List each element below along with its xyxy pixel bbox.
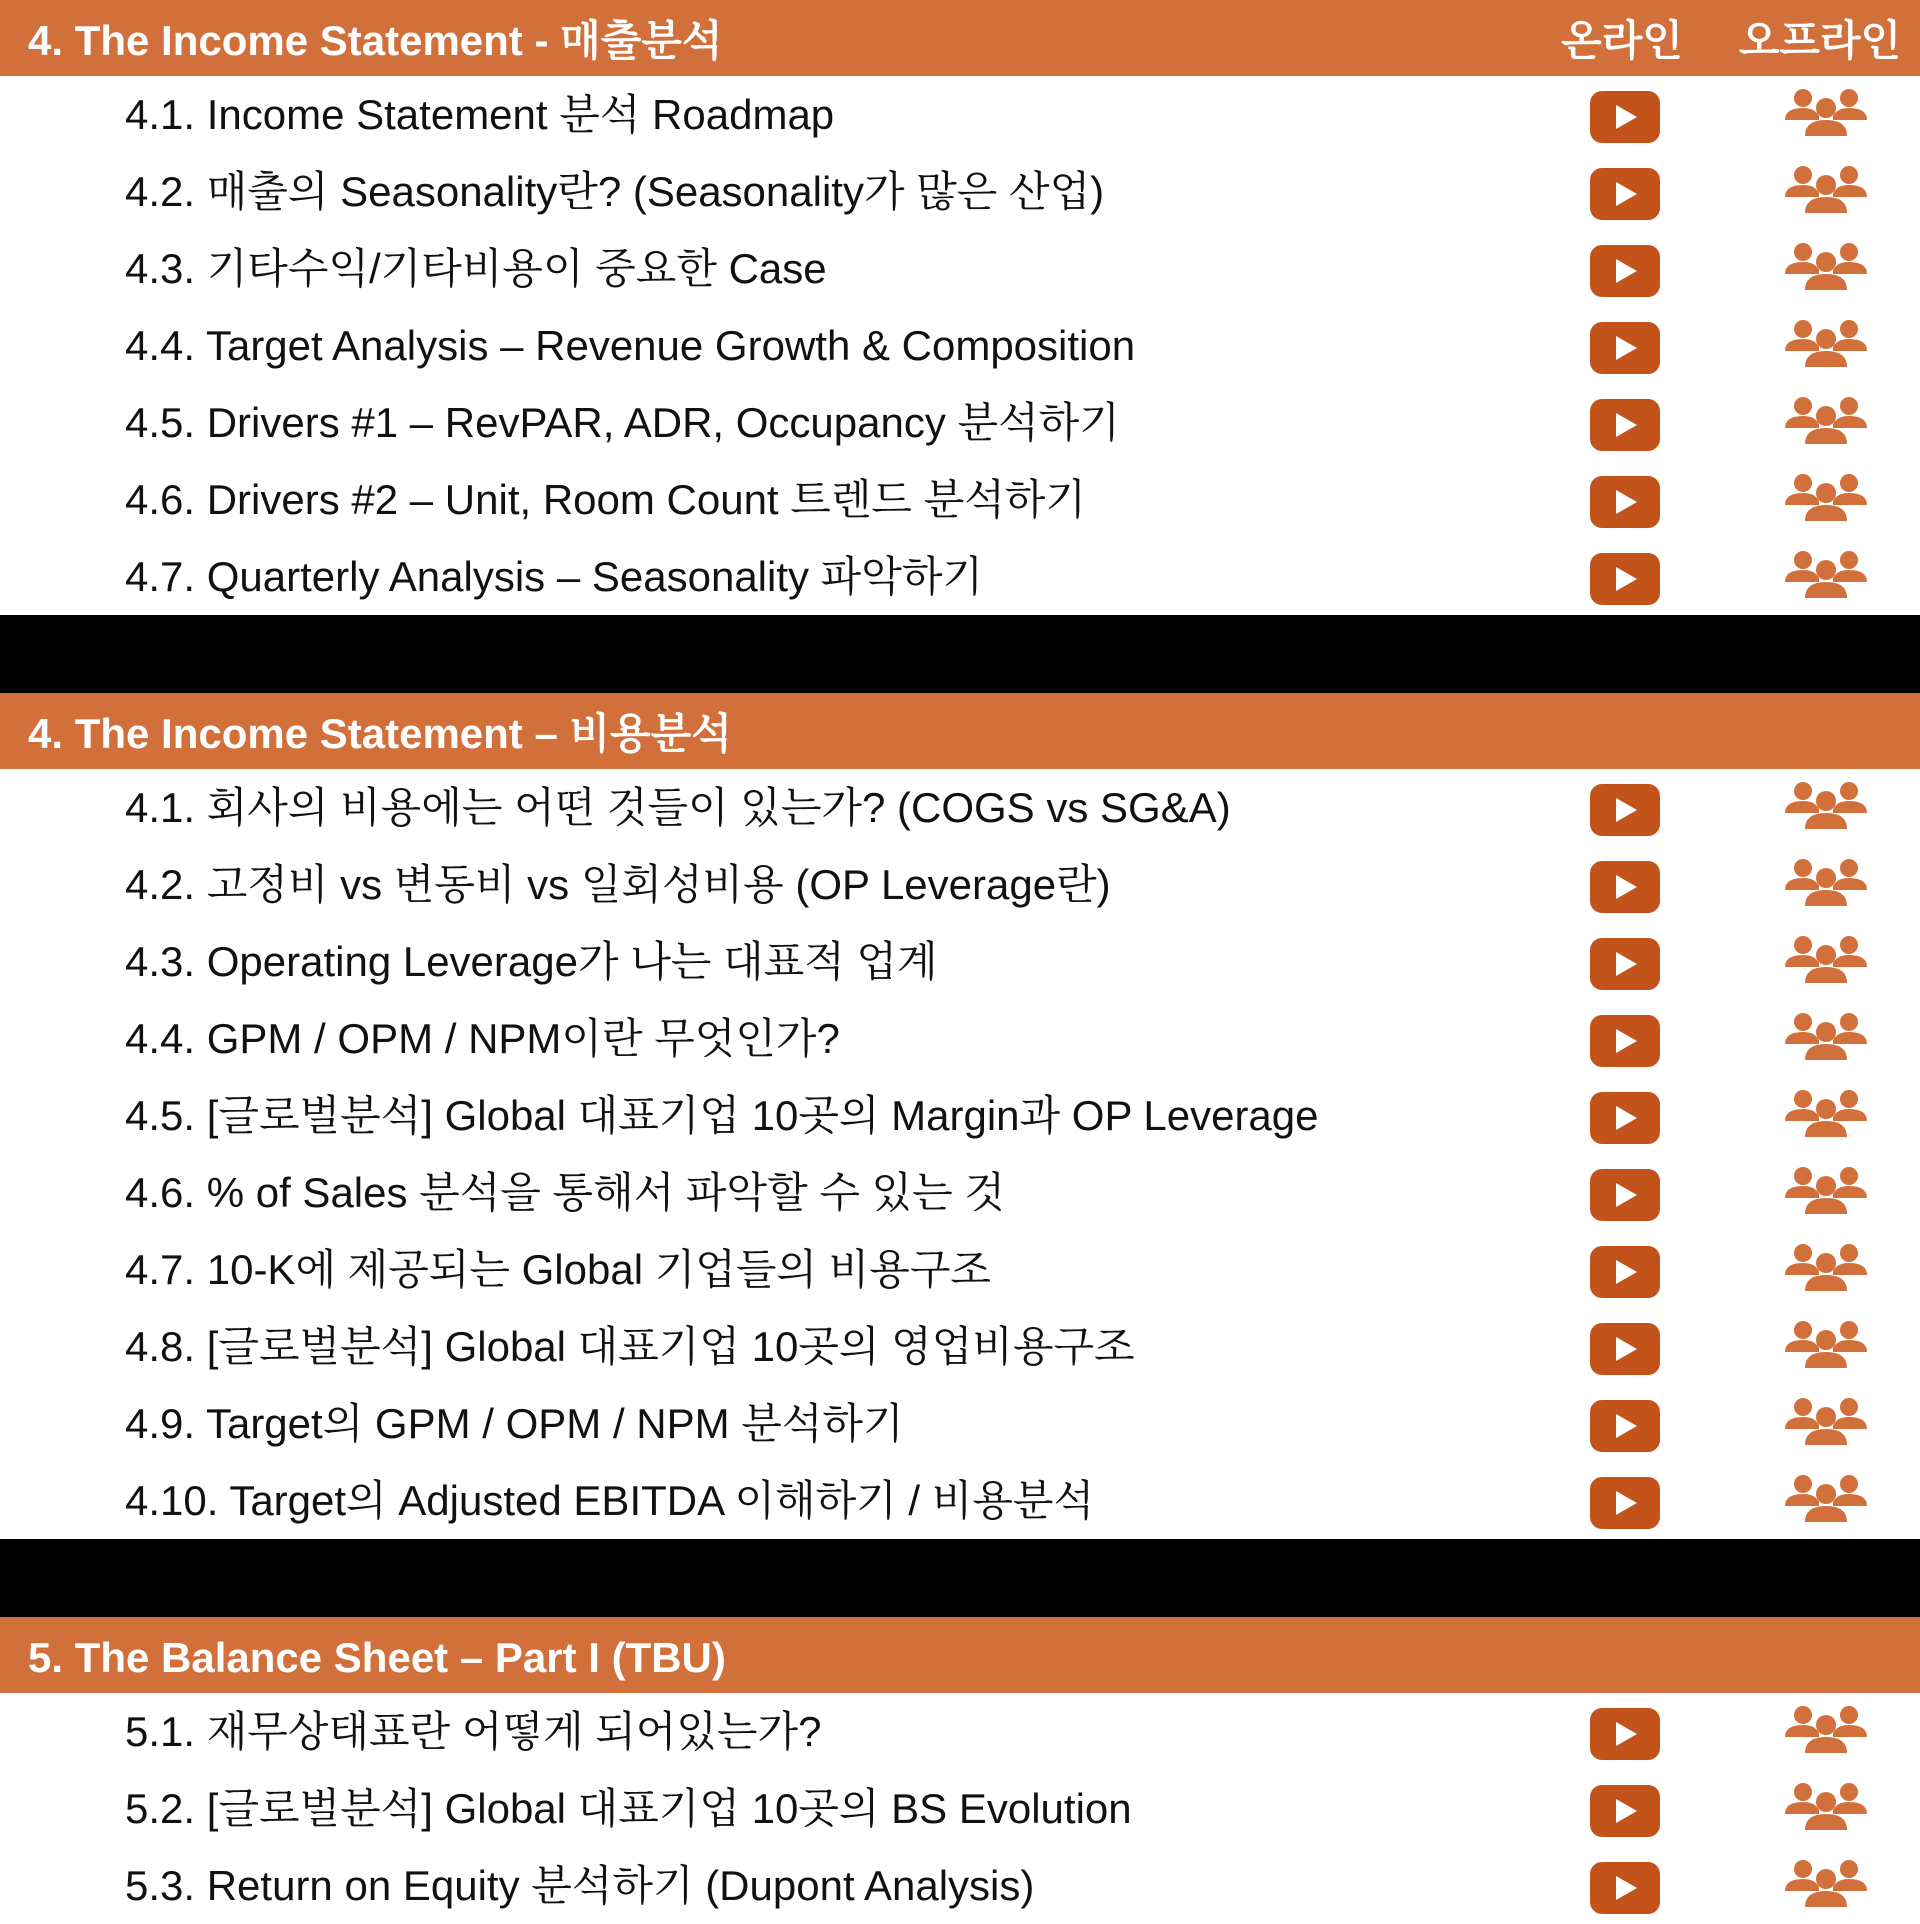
lesson-row xyxy=(0,1000,1920,1077)
lesson-title: 4.5. Drivers #1 – RevPAR, ADR, Occupancy 분석하기 xyxy=(125,399,1120,446)
lesson-row xyxy=(0,1308,1920,1385)
section-header xyxy=(0,0,1920,76)
lesson-list xyxy=(0,769,1920,1539)
play-button-icon[interactable] xyxy=(1590,1323,1660,1375)
lesson-row xyxy=(0,1077,1920,1154)
section-title: 4. The Income Statement - 매출분석 xyxy=(28,17,723,64)
section-separator xyxy=(0,615,1920,693)
people-group-icon xyxy=(1783,856,1869,912)
play-button-icon[interactable] xyxy=(1590,322,1660,374)
people-group-icon xyxy=(1783,1164,1869,1220)
lesson-row xyxy=(0,538,1920,615)
lesson-row xyxy=(0,76,1920,153)
play-button-icon[interactable] xyxy=(1590,1708,1660,1760)
lesson-title: 4.2. 매출의 Seasonality란? (Seasonality가 많은 산업) xyxy=(125,168,1105,215)
lesson-row xyxy=(0,1154,1920,1231)
lesson-title: 4.2. 고정비 vs 변동비 vs 일회성비용 (OP Leverage란) xyxy=(125,861,1111,908)
people-group-icon xyxy=(1783,548,1869,604)
play-button-icon[interactable] xyxy=(1590,861,1660,913)
lesson-row xyxy=(0,769,1920,846)
column-header-online: 온라인 xyxy=(1561,17,1683,64)
lesson-row xyxy=(0,923,1920,1000)
people-group-icon xyxy=(1783,240,1869,296)
lesson-row xyxy=(0,1462,1920,1539)
lesson-title: 4.1. 회사의 비용에는 어떤 것들이 있는가? (COGS vs SG&A) xyxy=(125,784,1231,831)
section-title: 5. The Balance Sheet – Part I (TBU) xyxy=(28,1634,726,1681)
curriculum-section xyxy=(0,693,1920,1539)
people-group-icon xyxy=(1783,1857,1869,1913)
lesson-row xyxy=(0,461,1920,538)
lesson-row xyxy=(0,307,1920,384)
people-group-icon xyxy=(1783,86,1869,142)
people-group-icon xyxy=(1783,1703,1869,1759)
people-group-icon xyxy=(1783,933,1869,989)
lesson-row xyxy=(0,846,1920,923)
people-group-icon xyxy=(1783,163,1869,219)
play-button-icon[interactable] xyxy=(1590,1015,1660,1067)
lesson-row xyxy=(0,153,1920,230)
people-group-icon xyxy=(1783,1472,1869,1528)
play-button-icon[interactable] xyxy=(1590,553,1660,605)
lesson-title: 4.3. Operating Leverage가 나는 대표적 업계 xyxy=(125,938,938,985)
curriculum-section xyxy=(0,1617,1920,1924)
play-button-icon[interactable] xyxy=(1590,168,1660,220)
play-button-icon[interactable] xyxy=(1590,1400,1660,1452)
play-button-icon[interactable] xyxy=(1590,1246,1660,1298)
people-group-icon xyxy=(1783,1241,1869,1297)
people-group-icon xyxy=(1783,1318,1869,1374)
play-button-icon[interactable] xyxy=(1590,938,1660,990)
people-group-icon xyxy=(1783,1010,1869,1066)
people-group-icon xyxy=(1783,394,1869,450)
play-button-icon[interactable] xyxy=(1590,1169,1660,1221)
lesson-title: 4.3. 기타수익/기타비용이 중요한 Case xyxy=(125,245,827,292)
people-group-icon xyxy=(1783,471,1869,527)
play-button-icon[interactable] xyxy=(1590,1092,1660,1144)
lesson-row xyxy=(0,1847,1920,1924)
play-button-icon[interactable] xyxy=(1590,1785,1660,1837)
lesson-title: 4.10. Target의 Adjusted EBITDA 이해하기 / 비용분석 xyxy=(125,1477,1095,1524)
people-group-icon xyxy=(1783,1395,1869,1451)
play-button-icon[interactable] xyxy=(1590,1862,1660,1914)
lesson-title: 4.8. [글로벌분석] Global 대표기업 10곳의 영업비용구조 xyxy=(125,1323,1135,1370)
play-button-icon[interactable] xyxy=(1590,399,1660,451)
section-separator xyxy=(0,1539,1920,1617)
lesson-row xyxy=(0,1231,1920,1308)
lesson-title: 4.4. GPM / OPM / NPM이란 무엇인가? xyxy=(125,1015,840,1062)
curriculum-section xyxy=(0,0,1920,615)
lesson-list xyxy=(0,76,1920,615)
people-group-icon xyxy=(1783,1087,1869,1143)
lesson-title: 5.2. [글로벌분석] Global 대표기업 10곳의 BS Evolution xyxy=(125,1785,1132,1832)
lesson-title: 4.4. Target Analysis – Revenue Growth & Composition xyxy=(125,322,1136,369)
lesson-title: 5.1. 재무상태표란 어떻게 되어있는가? xyxy=(125,1708,822,1755)
lesson-title: 4.6. Drivers #2 – Unit, Room Count 트렌드 분석하기 xyxy=(125,476,1086,523)
lesson-row xyxy=(0,384,1920,461)
column-header-offline: 오프라인 xyxy=(1738,17,1902,64)
play-button-icon[interactable] xyxy=(1590,91,1660,143)
lesson-title: 5.3. Return on Equity 분석하기 (Dupont Analysis) xyxy=(125,1862,1035,1909)
lesson-title: 4.7. 10-K에 제공되는 Global 기업들의 비용구조 xyxy=(125,1246,991,1293)
play-button-icon[interactable] xyxy=(1590,784,1660,836)
people-group-icon xyxy=(1783,779,1869,835)
people-group-icon xyxy=(1783,317,1869,373)
lesson-title: 4.5. [글로벌분석] Global 대표기업 10곳의 Margin과 OP Leverage xyxy=(125,1092,1319,1139)
section-title: 4. The Income Statement – 비용분석 xyxy=(28,710,732,757)
lesson-list xyxy=(0,1693,1920,1924)
lesson-row xyxy=(0,1385,1920,1462)
lesson-row xyxy=(0,230,1920,307)
lesson-title: 4.6. % of Sales 분석을 통해서 파악할 수 있는 것 xyxy=(125,1169,1005,1216)
section-header xyxy=(0,1617,1920,1693)
play-button-icon[interactable] xyxy=(1590,1477,1660,1529)
lesson-title: 4.1. Income Statement 분석 Roadmap xyxy=(125,91,835,138)
people-group-icon xyxy=(1783,1780,1869,1836)
play-button-icon[interactable] xyxy=(1590,476,1660,528)
lesson-title: 4.7. Quarterly Analysis – Seasonality 파악하기 xyxy=(125,553,983,600)
lesson-row xyxy=(0,1770,1920,1847)
section-header xyxy=(0,693,1920,769)
lesson-title: 4.9. Target의 GPM / OPM / NPM 분석하기 xyxy=(125,1400,904,1447)
lesson-row xyxy=(0,1693,1920,1770)
play-button-icon[interactable] xyxy=(1590,245,1660,297)
